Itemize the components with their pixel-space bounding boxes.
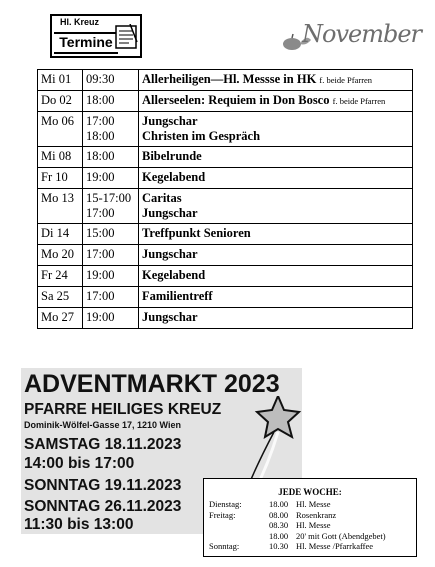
schedule-time-cell xyxy=(83,70,139,91)
advent-date-line: 11:30 bis 13:00 xyxy=(24,516,134,533)
schedule-event xyxy=(142,129,409,144)
schedule-event-cell xyxy=(139,287,413,308)
schedule-event-title: Jungschar xyxy=(142,206,198,220)
schedule-day: Do 02 xyxy=(38,91,83,112)
schedule-event-title: Familientreff xyxy=(142,289,213,303)
schedule-time-cell xyxy=(83,224,139,245)
schedule-event-note: f. beide Pfarren xyxy=(319,75,373,85)
schedule-event-cell xyxy=(139,245,413,266)
schedule-day: Mi 01 xyxy=(38,70,83,91)
schedule-event xyxy=(142,310,409,325)
schedule-event xyxy=(142,170,409,185)
schedule-time: 17:00 xyxy=(86,206,115,220)
advent-date-line: SAMSTAG 18.11.2023 xyxy=(24,436,182,453)
schedule-event-title: Treffpunkt Senioren xyxy=(142,226,251,240)
schedule-day: Mi 08 xyxy=(38,147,83,168)
weekly-time: 08.30 xyxy=(269,520,289,531)
advent-date-line: 14:00 bis 17:00 xyxy=(24,455,135,472)
weekly-event: Hl. Messe xyxy=(296,499,331,509)
schedule-event xyxy=(142,289,409,304)
schedule-row xyxy=(38,70,413,91)
schedule-event-note: f. beide Pfarren xyxy=(332,96,386,106)
schedule-event-title: Kegelabend xyxy=(142,170,206,184)
weekly-event: 20' mit Gott (Abendgebet) xyxy=(296,530,386,541)
schedule-time: 19:00 xyxy=(86,310,115,324)
schedule-time: 19:00 xyxy=(86,170,115,184)
schedule-row xyxy=(38,112,413,147)
schedule-time-cell xyxy=(83,168,139,189)
schedule-time: 17:00 xyxy=(86,114,115,128)
schedule-time-cell xyxy=(83,189,139,224)
schedule-row xyxy=(38,245,413,266)
advent-address: Dominik-Wölfel-Gasse 17, 1210 Wien xyxy=(24,420,181,430)
weekly-event: Hl. Messe /Pfarrkaffee xyxy=(296,541,374,552)
schedule-event-title: Jungschar xyxy=(142,114,198,128)
schedule-time-cell xyxy=(83,287,139,308)
schedule-event-title: Jungschar xyxy=(142,247,198,261)
schedule-event-cell xyxy=(139,112,413,147)
schedule-event-cell xyxy=(139,91,413,112)
schedule-time: 18:00 xyxy=(86,149,115,163)
weekly-title: JEDE WOCHE: xyxy=(278,487,342,497)
schedule-event-cell xyxy=(139,266,413,287)
schedule-event-title: Allerheiligen—Hl. Messse in HK xyxy=(142,72,317,86)
weekly-day: Sonntag: xyxy=(209,541,240,552)
schedule-event xyxy=(142,72,409,88)
weekly-day: Freitag: xyxy=(209,509,236,520)
schedule-event xyxy=(142,114,409,129)
schedule-day: Sa 25 xyxy=(38,287,83,308)
schedule-row xyxy=(38,308,413,329)
advent-subtitle: PFARRE HEILIGES KREUZ xyxy=(24,401,222,418)
schedule-event xyxy=(142,191,409,206)
advent-date-line: SONNTAG 19.11.2023 xyxy=(24,477,182,494)
advent-title: ADVENTMARKT 2023 xyxy=(24,370,280,398)
advent-date-line: SONNTAG 26.11.2023 xyxy=(24,498,182,515)
schedule-event-title: Kegelabend xyxy=(142,268,206,282)
schedule-time-cell xyxy=(83,91,139,112)
schedule-event-title: Bibelrunde xyxy=(142,149,202,163)
weekly-day: Dienstag: xyxy=(209,499,242,509)
schedule-event xyxy=(142,268,409,283)
schedule-time: 19:00 xyxy=(86,268,115,282)
schedule-row xyxy=(38,168,413,189)
schedule-event-cell xyxy=(139,168,413,189)
schedule-time-cell xyxy=(83,245,139,266)
schedule-event-title: Christen im Gespräch xyxy=(142,129,261,143)
schedule-day: Mo 27 xyxy=(38,308,83,329)
weekly-time: 18.00 xyxy=(269,530,289,541)
schedule-day: Fr 24 xyxy=(38,266,83,287)
weekly-event: Hl. Messe xyxy=(296,520,331,531)
schedule-event-cell xyxy=(139,189,413,224)
schedule-event xyxy=(142,93,409,109)
weekly-time: 08.00 xyxy=(269,509,289,520)
schedule-event xyxy=(142,149,409,164)
schedule-event-title: Jungschar xyxy=(142,310,198,324)
schedule-event-cell xyxy=(139,308,413,329)
schedule-time-cell xyxy=(83,266,139,287)
schedule-event xyxy=(142,247,409,262)
schedule-time: 18:00 xyxy=(86,129,115,143)
logo-parish-name: Hl. Kreuz xyxy=(60,17,100,27)
schedule-time-cell xyxy=(83,147,139,168)
schedule-time: 15-17:00 xyxy=(86,191,132,205)
schedule-event-cell xyxy=(139,147,413,168)
schedule-table xyxy=(37,69,413,329)
month-title: November xyxy=(302,20,422,48)
logo-title: Termine xyxy=(54,32,118,54)
schedule-time: 09:30 xyxy=(86,72,115,86)
termine-logo xyxy=(50,14,142,58)
schedule-time: 17:00 xyxy=(86,247,115,261)
schedule-row xyxy=(38,287,413,308)
schedule-row xyxy=(38,147,413,168)
schedule-time: 18:00 xyxy=(86,93,115,107)
weekly-schedule-box xyxy=(203,478,417,557)
schedule-row xyxy=(38,91,413,112)
schedule-day: Di 14 xyxy=(38,224,83,245)
schedule-row xyxy=(38,224,413,245)
weekly-time: 18.00 xyxy=(269,499,289,509)
schedule-day: Mo 20 xyxy=(38,245,83,266)
schedule-day: Mo 06 xyxy=(38,112,83,147)
weekly-event: Rosenkranz xyxy=(296,509,337,520)
schedule-row xyxy=(38,189,413,224)
schedule-time: 17:00 xyxy=(86,289,115,303)
calendar-icon xyxy=(114,24,138,50)
schedule-row xyxy=(38,266,413,287)
schedule-event-cell xyxy=(139,224,413,245)
schedule-day: Mo 13 xyxy=(38,189,83,224)
schedule-event-cell xyxy=(139,70,413,91)
schedule-time-cell xyxy=(83,112,139,147)
weekly-time: 10.30 xyxy=(269,541,289,552)
schedule-event xyxy=(142,226,409,241)
schedule-event-title: Allerseelen: Requiem in Don Bosco xyxy=(142,93,330,107)
schedule-day: Fr 10 xyxy=(38,168,83,189)
schedule-time-cell xyxy=(83,308,139,329)
schedule-event xyxy=(142,206,409,221)
schedule-event-title: Caritas xyxy=(142,191,182,205)
month-header xyxy=(282,14,422,54)
schedule-time: 15:00 xyxy=(86,226,115,240)
